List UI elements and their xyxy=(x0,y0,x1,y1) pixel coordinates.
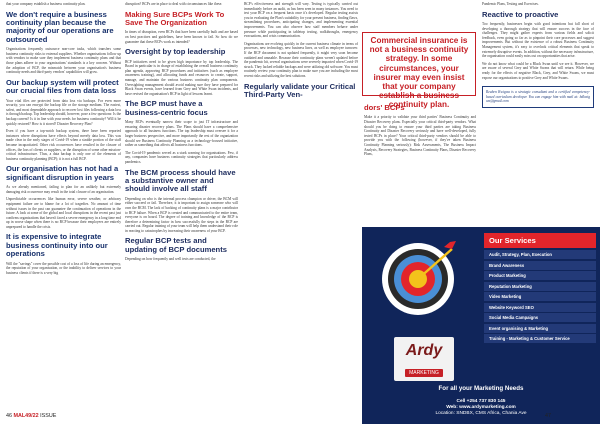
section-heading: Regularly validate your Critical Third-Party Ven- xyxy=(244,81,356,99)
service-item: Audit, Strategy, Plan, Execution xyxy=(484,250,596,259)
section-heading: dors' BCPs xyxy=(364,104,405,112)
target-icon xyxy=(378,239,458,319)
column-2 xyxy=(125,2,238,420)
paragraph: Organisations are evolving quickly in the current business climate in terms of processes, new technology, new business lines, as well as employee turnover. If the BCP document is not updated frequently, it might very soon become outdated and unusable. Because their continuity plans weren't updated before the pandemic hit, several organisations were severely impacted when Covid-19 struck. They lacked reliable backups and were utilizing old software. You must routinely review your continuity plan to make sure you are including the most recent risks and utilizing the best solutions. xyxy=(244,41,358,78)
ad-cta: For all your Marketing Needs xyxy=(438,385,524,392)
service-item: Product Marketing xyxy=(484,271,596,280)
section-heading: We don't require a business continuity plan because the majority of our operations are outsourced xyxy=(6,9,114,44)
ardy-marketing-ad[interactable] xyxy=(362,227,600,424)
issue-label: ISSUE xyxy=(40,413,57,419)
ad-website[interactable]: Web: www.ardymarketing.com xyxy=(446,405,516,410)
section-heading: Oversight by top leadership xyxy=(125,47,226,57)
page-footer xyxy=(6,413,56,419)
ad-visual xyxy=(362,227,482,397)
column-5 xyxy=(482,2,594,224)
section-heading: The BCP must have a business-centric focus xyxy=(125,99,208,117)
service-item: Training - Marketing & Customer Service xyxy=(484,334,596,343)
section-heading: Regular BCP tests and updating of BCP documents xyxy=(125,236,227,254)
paragraph: BCP initiatives need to be given high importance by top leadership. The Board in particular is in charge of establishing the overall business continuity plan agenda, approving BCP procedures and initiatives (such as employee awareness training), and allocating funds and resources to create, support, manage, and maintain the various business continuity plan components. Oversighting management should avoid making sure they have prepared for Black Swan events, have learned from Grey and White Swan incidents, and have revised the organisation's BCP in light of lessons learnt. xyxy=(125,59,238,96)
paragraph: Depending on who is the internal process champion or driver, the BCM will either succeed or fail. Therefore, it is important to assign someone who will own the BCM. The lack of backing of continuity plans is a major contributor to BCP failure. When a BCP is created and communicated to the entire team, everyone is on board. The degree of training and knowledge of the BCP is therefore a determining factor in how successfully the steps in the BCP are carried out. Regular training of your team will help them understand their role in reacting to catastrophes by increasing their awareness of your BCP. xyxy=(125,196,238,233)
column-4 xyxy=(364,104,476,224)
ad-location: Location: SNDBX, CMS Africa, Chania Ave xyxy=(435,411,527,416)
paragraph: We do not know what could be a Black Swan until we see it. However, we are aware of several Grey and White Swans that will return. While being ready for the effects of negative Black, Grey, and White Swans, we must expose our organisations to positive Grey and White Swans. xyxy=(482,61,594,80)
section-heading: The BCM process should have a substantive owner and should involve all staff xyxy=(125,167,236,194)
paragraph: that your company establish a business continuity plan. xyxy=(6,2,86,6)
service-item: Video Marketing xyxy=(484,292,596,301)
service-item: Reputation Marketing xyxy=(484,282,596,291)
author-bio: Reuben Kwigwa is a strategic consultant and a certified competency-based curriculum developer. You can engage him with mail at: bdkwig wa@gmail.com xyxy=(486,90,590,104)
paragraph: Even if you have a top-notch backup system, there have been reported instances where disruptions have effects beyond merely data loss. This was made clear in the early stages of Covid-19 when a sizable portion of the staff became incapacitated. Other risk occurrences have resulted in the closure of offices, the loss of clients or suppliers, or the disruption of some other mission-critical infrastructure. Thus, a data backup is only one of the elements of business continuity planning (BCP); it is not a full BCP. xyxy=(6,129,121,161)
section-heading: Our backup system will protect our crucial files from data loss xyxy=(6,77,119,96)
section-heading: Our organisation has not had a significant disruption in years xyxy=(6,164,119,182)
paragraph: Unpredictable occurrences like human error, severe weather, or arbitrary equipment failure are to blame for a lot of tragedies. No amount of time without issues in the past can guarantee the continuation of operations in the future. A look at some of the global and local disruptions in the recent past just confirms organisations that haven't faced a severe emergency in a long time end up in worse shape when there is no BCP because their employees are entirely unprepared to handle the crisis. xyxy=(6,197,121,229)
page-number: 46 xyxy=(6,413,12,419)
section-heading: Reactive to proactive xyxy=(482,9,559,19)
service-item: Brand Awareness xyxy=(484,261,596,270)
ad-contact xyxy=(362,393,600,424)
services-title: Our Services xyxy=(484,233,596,248)
page-number-right: 47 xyxy=(545,413,551,419)
service-item: Event organising & Marketing xyxy=(484,324,596,333)
paragraph: In times of disruption, even BCPs that have been carefully built and are based on best practices and guidelines, have been known to fail. So how do we guarantee that these BCPs work as intended? xyxy=(125,30,238,44)
service-item: Social Media Campaigns xyxy=(484,313,596,322)
section-heading: It is expensive to integrate business continuity into our operations xyxy=(6,232,108,259)
paragraph: Many BCPs eventually narrow their scope to just IT infrastructure and ensuring disaster recovery plans. The Plans should have a comprehensive approach to all business functions. The top leadership must oversee it for a larger business perspective, and more importantly the rest of the organization should see Business Continuity Planning as a technology-focused initiative, rather as something that affects all business functions. xyxy=(125,120,238,148)
author-bio-box xyxy=(482,86,594,108)
paragraph: Too frequently, businesses begin with good intentions but fall short of developing a thorough strategy that will ensure success in the face of challenges. They might gather experts from various fields and solicit feedback, even going so far as to pinpoint their core processes and suggest improvements. But without the existence of a robust Business Continuity Management system, it's easy to overlook critical elements that speak to extremely disruptive events. In addition, without the necessary infrastructure, the organisation could easily miss out on opportunities that arise. xyxy=(482,22,594,59)
services-list xyxy=(484,233,596,345)
column-3 xyxy=(244,2,358,420)
logo-tag: MARKETING xyxy=(405,369,443,377)
section-heading: Making Sure BCPs Work To Save The Organization xyxy=(125,9,225,27)
paragraph: The Covid-19 pandemic served as a stark warning for organisations. Few, if any, companies have business continuity strategies that particularly address pandemics. xyxy=(125,150,238,164)
service-item: Website Keyword SEO xyxy=(484,303,596,312)
paragraph: Depending on how frequently and well tests are conducted, the xyxy=(125,257,216,262)
ad-phone[interactable]: Cell +254 737 830 145 xyxy=(456,399,506,404)
paragraph: Your vital files are protected from data loss via backups. For even more security, you can encrypt the backup file or the storage medium. The easiest, safest, and most dependable approach to recover lost files following a data loss is through backup. Top leadership should, however, pose a few questions: Is the backup current? Is it in line with your needs for business continuity? Will it be quickly restored? How is it stored? Disaster Recovery Plan? xyxy=(6,98,121,126)
magazine-brand: MAL49/22 xyxy=(13,413,39,419)
paragraph: disruption? BCPs are in place to deal with circumstances like these. xyxy=(125,2,223,6)
paragraph: Will the "savings" cover the possible cost of a loss of life during an emergency, the reputation of your organisation, or the inability to deliver services to your business clients if there is a very big xyxy=(6,261,121,275)
paragraph: As we already mentioned, failing to plan for an unlikely but extremely damaging risk occurrence may result in the total closure of an organisation. xyxy=(6,185,121,194)
paragraph: Pandemic Plans, Testing and Exercises. xyxy=(482,2,539,6)
column-1 xyxy=(6,2,121,406)
paragraph: Organisations frequently outsource non-core tasks, which transfers some business continuity risks to external suppliers. Whether organisations follow up with vendors to make sure they implement business continuity plans and that those plans adhere to your organisations' standards is a key concern. Without the adoption of BCP, the mismatch between your organisation's business continuity needs and third-party vendors' capabilities will grow. xyxy=(6,47,121,75)
paragraph: BCP's effectiveness and strength will vary. Testing is typically carried out immediately before an audit, as has been seen in many instances. You need to test your BCP on a frequent basis once it's developed. Regular testing assists you in evaluating the Plan's suitability for your present business, finding flaws, streamlining procedures, anticipating changes, and implementing essential improvements. You can also observe how staff members behave under pressure while participating in tabletop testing, walkthroughs, emergency evacuations, and crisis communication. xyxy=(244,2,358,39)
logo-word: Ardy xyxy=(405,342,443,359)
ardy-logo xyxy=(394,337,454,381)
paragraph: Make it a priority to validate your third parties' Business Continuity and Disaster Recovery plans. Especially your critical third-party vendors. What should you be doing to ensure your third parties are taking Business Continuity and Disaster Recovery seriously and have well-developed, fully tested BCPs in place? Your critical third-party vendors should be able to provide you with the following (however, if they've taken Business Continuity Planning seriously): Risk Assessments, The Business Impact Analysis, Recovery Strategies, Business Continuity Plans, Disaster Recovery Plans, xyxy=(364,115,476,157)
pull-quote-text: Commercial insurance is not a business continuity strategy. In some circumstances, your insurer may even insist that your company establish a business continuity plan. xyxy=(369,36,469,110)
